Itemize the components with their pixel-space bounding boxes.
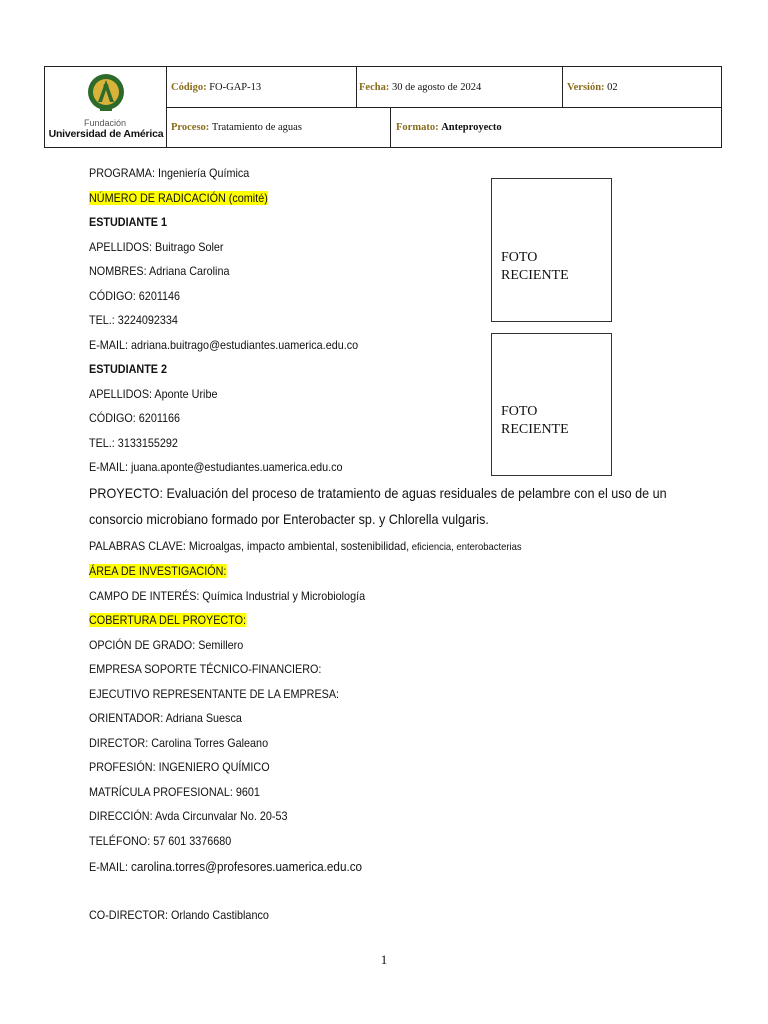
fecha-cell — [357, 67, 563, 108]
student-2-apellidos: APELLIDOS: Aponte Uribe — [89, 387, 218, 401]
document-header-table — [44, 66, 722, 148]
programa-line: PROGRAMA: Ingeniería Química — [89, 166, 250, 180]
director-email-value: carolina.torres@profesores.uamerica.edu.co — [131, 859, 363, 874]
fecha-label: Fecha: — [359, 81, 390, 93]
profesion-line: PROFESIÓN: INGENIERO QUÍMICO — [89, 760, 270, 774]
page-number: 1 — [380, 952, 388, 967]
student-1-heading: ESTUDIANTE 1 — [89, 215, 168, 229]
codigo-cell — [167, 67, 357, 108]
student-2-tel: TEL.: 3133155292 — [89, 436, 178, 450]
student-1-nombres: NOMBRES: Adriana Carolina — [89, 264, 230, 278]
student-1-apellidos: APELLIDOS: Buitrago Soler — [89, 240, 224, 254]
proyecto-line-1: PROYECTO: Evaluación del proceso de tratamiento de aguas residuales de pelambre con el uso de un — [89, 485, 667, 501]
proceso-value: Tratamiento de aguas — [211, 122, 302, 133]
university-logo — [45, 67, 167, 147]
student-1-codigo: CÓDIGO: 6201146 — [89, 289, 181, 303]
codirector-line: CO-DIRECTOR: Orlando Castiblanco — [89, 908, 269, 922]
photo-box-line1: FOTO — [501, 404, 538, 419]
student-1-tel: TEL.: 3224092334 — [89, 313, 178, 327]
orientador-line: ORIENTADOR: Adriana Suesca — [89, 711, 242, 725]
palabras-clave-main: PALABRAS CLAVE: Microalgas, impacto ambiental, sostenibilidad, — [89, 539, 410, 553]
university-emblem-icon — [86, 72, 126, 114]
photo-box-line2: RECIENTE — [501, 268, 569, 283]
student-1-email: E-MAIL: adriana.buitrago@estudiantes.uamerica.edu.co — [89, 338, 359, 352]
codigo-value: FO-GAP-13 — [209, 81, 262, 93]
campo-interes-line: CAMPO DE INTERÉS: Química Industrial y Microbiología — [89, 589, 366, 603]
proceso-cell — [167, 108, 391, 147]
version-value: 02 — [607, 81, 618, 93]
director-line: DIRECTOR: Carolina Torres Galeano — [89, 736, 269, 750]
radicacion-line: NÚMERO DE RADICACIÓN (comité) — [89, 191, 268, 205]
opcion-grado-line: OPCIÓN DE GRADO: Semillero — [89, 638, 244, 652]
version-cell — [563, 67, 721, 108]
logo-foundation-text: Fundación — [83, 118, 127, 128]
area-investigacion-line: ÁREA DE INVESTIGACIÓN: — [89, 564, 227, 578]
photo-box-student-1 — [491, 178, 612, 322]
proyecto-line-2: consorcio microbiano formado por Enterobacter sp. y Chlorella vulgaris. — [89, 511, 489, 527]
photo-box-line1: FOTO — [501, 250, 538, 265]
photo-box-student-2 — [491, 333, 612, 476]
fecha-value: 30 de agosto de 2024 — [391, 81, 482, 93]
formato-value: Anteproyecto — [441, 122, 502, 133]
director-email-label: E-MAIL: — [89, 860, 132, 874]
formato-cell — [391, 108, 721, 147]
student-2-codigo: CÓDIGO: 6201166 — [89, 411, 181, 425]
director-email-line — [89, 859, 362, 874]
palabras-clave-line — [89, 539, 522, 553]
palabras-clave-small: eficiencia, enterobacterias — [409, 541, 522, 553]
empresa-line: EMPRESA SOPORTE TÉCNICO-FINANCIERO: — [89, 662, 322, 676]
ejecutivo-line: EJECUTIVO REPRESENTANTE DE LA EMPRESA: — [89, 687, 340, 701]
codigo-label: Código: — [171, 81, 207, 93]
proceso-label: Proceso: — [171, 122, 210, 133]
photo-box-line2: RECIENTE — [501, 422, 569, 437]
telefono-line: TELÉFONO: 57 601 3376680 — [89, 834, 232, 848]
formato-label: Formato: — [396, 122, 439, 133]
matricula-line: MATRÍCULA PROFESIONAL: 9601 — [89, 785, 260, 799]
student-2-email: E-MAIL: juana.aponte@estudiantes.uamerica.edu.co — [89, 460, 343, 474]
direccion-line: DIRECCIÓN: Avda Circunvalar No. 20-53 — [89, 809, 288, 823]
cobertura-line: COBERTURA DEL PROYECTO: — [89, 613, 247, 627]
logo-university-name: Universidad de América — [48, 128, 164, 140]
version-label: Versión: — [567, 81, 605, 93]
student-2-heading: ESTUDIANTE 2 — [89, 362, 168, 376]
